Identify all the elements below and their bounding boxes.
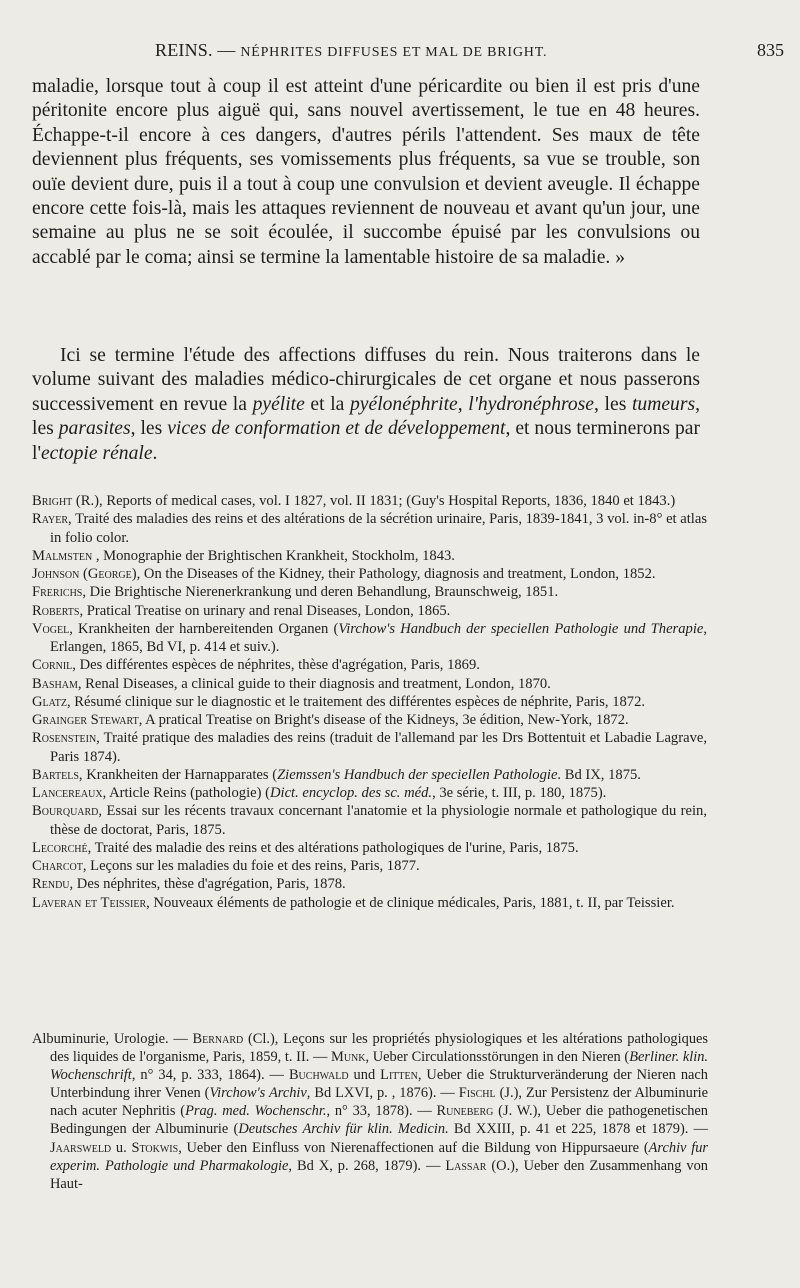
bibliography-entry: Lancereaux, Article Reins (pathologie) (Dict. encyclop. des sc. méd., 3e série, t. III, p. 180, 1875). [32, 785, 607, 801]
bibliography-entry: Bartels, Krankheiten der Harnapparates (Ziemssen's Handbuch der speciellen Pathologie. Bd IX, 1875. [32, 766, 641, 783]
bibliography-entry: Johnson (George), On the Diseases of the Kidney, their Pathology, diagnosis and treatment, London, 1852. [32, 566, 656, 582]
running-header [32, 36, 784, 64]
bibliography-entry: Laveran et Teissier, Nouveaux éléments de pathologie et de clinique médicales, Paris, 1881, t. II, par Teissier. [32, 894, 675, 911]
header-title-main: REINS. — [155, 40, 236, 60]
bibliography-entry: Malmsten , Monographie der Brightischen Krankheit, Stockholm, 1843. [32, 547, 455, 564]
bibliography-entry: Frerichs, Die Brightische Nierenerkrankung und deren Behandlung, Braunschweig, 1851. [32, 584, 559, 601]
bibliography-entry: Cornil, Des différentes espèces de néphrites, thèse d'agrégation, Paris, 1869. [32, 657, 480, 674]
bibliography-entry: Rosenstein, Traité pratique des maladies des reins (traduit de l'allemand par les Drs Bottentuit et Labadie Lagrave, Paris 1874). [32, 730, 707, 765]
bibliography-entry: Grainger Stewart, A pratical Treatise on Bright's disease of the Kidneys, 3e édition, New-York, 1872. [32, 712, 629, 728]
bibliography-list [32, 492, 707, 912]
bibliography-entry: Glatz, Résumé clinique sur le diagnostic et le traitement des différentes espèces de néphrite, Paris, 1872. [32, 693, 646, 710]
header-title [155, 40, 547, 61]
bibliography-entry: Bourquard, Essai sur les récents travaux concernant l'anatomie et la physiologie normale et pathologique du rein, thèse de doctorat, Paris, 1875. [32, 803, 707, 838]
bibliography-entry: Vogel, Krankheiten der harnbereitenden Organen (Virchow's Handbuch der speciellen Pathologie und Therapie, Erlangen, 1865, Bd VI, p. 414 et suiv.). [32, 620, 708, 655]
bibliography-entry: Basham, Renal Diseases, a clinical guide to their diagnosis and treatment, London, 1870. [32, 675, 551, 692]
albuminurie-references: Albuminurie, Urologie. — Bernard (Cl.), Leçons sur les propriétés physiologiques et les altérations pathologiques des liquides de l'organisme, Paris, 1859, t. II. — Munk, Ueber Circulationsstörungen in den Nieren (Berliner. klin. Wochenschrift, n° 34, p. 333, 1864). — Buchwald und Litten, Ueber die Strukturveränderung der Nieren nach Unterbindung ihrer Venen (Virchow's Archiv, Bd LXVI, p. , 1876). — Fischl (J.), Zur Persistenz der Albuminurie nach acuter Nephritis (Prag. med. Wochenschr., n° 33, 1878). — Runeberg (J. W.), Ueber die pathogenetischen Bedingungen der Albuminurie (Deutsches Archiv für klin. Medicin. Bd XXIII, p. 41 et 225, 1878 et 1879). — Jaarsweld u. Stokwis, Ueber den Einfluss von Nierenaffectionen auf die Bildung von Hippursaeure (Archiv fur experim. Pathologie und Pharmakologie, Bd X, p. 268, 1879). — Lassar (O.), Ueber den Zusammenhang von Haut- [32, 1031, 709, 1192]
header-subtitle: NÉPHRITES DIFFUSES ET MAL DE BRIGHT. [240, 45, 548, 60]
bibliography-entry: Rendu, Des néphrites, thèse d'agrégation, Paris, 1878. [32, 876, 346, 893]
paragraph-conclusion: Ici se termine l'étude des affections diffuses du rein. Nous traiterons dans le volume suivant des maladies médico-chirurgicales de cet organe et nous passerons successivement en revue la pyélite et la pyélonéphrite, l'hydronéphrose, les tumeurs, les parasites, les vices de conformation et de développement, et nous terminerons par l'ectopie rénale. [32, 345, 701, 464]
paragraph-quote-end: maladie, lorsque tout à coup il est atteint d'une péricardite ou bien il est pris d'une péritonite encore plus aiguë qui, sans nouvel avertissement, le tue en 48 heures. Échappe-t-il encore à ces dangers, d'autres périls l'attendent. Ses maux de tête deviennent plus fréquents, ses vomissements plus fréquents, sa vue se trouble, son ouïe devient dure, puis il a tout à coup une convulsion et devient aveugle. Il échappe encore cette fois-là, mais les attaques reviennent de nouveau et avant qu'un jour, une semaine au plus ne se soit écoulée, il succombe épuisé par les convulsions ou accablé par le coma; ainsi se termine la lamentable histoire de sa maladie. » [32, 76, 700, 268]
bibliography-entry: Bright (R.), Reports of medical cases, vol. I 1827, vol. II 1831; (Guy's Hospital Reports, 1836, 1840 et 1843.) [32, 493, 676, 509]
page-number: 835 [757, 40, 784, 60]
bibliography-entry: Rayer, Traité des maladies des reins et des altérations de la sécrétion urinaire, Paris, 1839-1841, 3 vol. in-8° et atlas in folio color. [32, 511, 707, 546]
bibliography-entry: Charcot, Leçons sur les maladies du foie et des reins, Paris, 1877. [32, 858, 420, 874]
bibliography-entry: Lecorché, Traité des maladie des reins et des altérations pathologiques de l'urine, Paris, 1875. [32, 839, 579, 856]
bibliography-entry: Roberts, Pratical Treatise on urinary and renal Diseases, London, 1865. [32, 602, 451, 619]
